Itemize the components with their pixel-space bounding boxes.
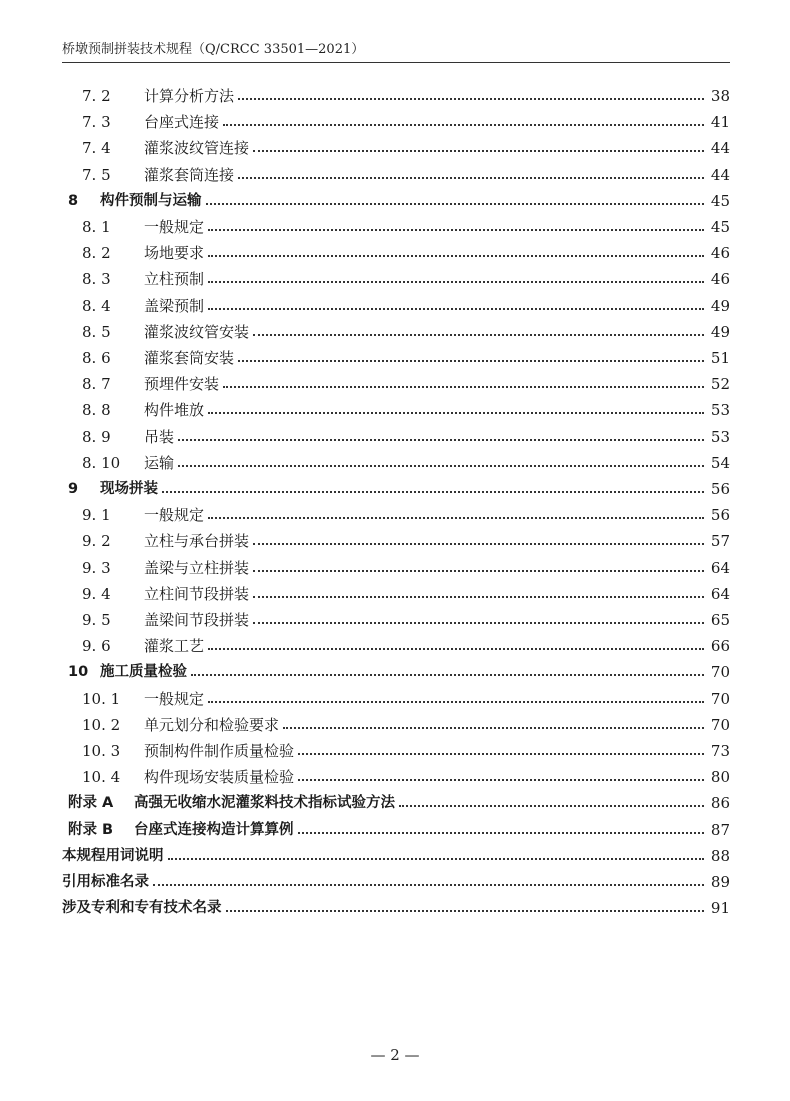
toc-entry-page: 57 [710,532,730,551]
toc-entry-title: 运输 [144,453,175,472]
toc-entry-number: 8. 10 [82,453,121,472]
running-header [62,40,730,63]
toc-dot-leader [208,308,704,310]
toc-entry-title: 盖梁预制 [144,296,205,315]
toc-entry-page: 38 [710,87,730,105]
toc-entry-title: 立柱与承台拼装 [144,532,250,551]
toc-entry-page: 44 [710,165,730,184]
toc-dot-leader [178,439,704,441]
toc-entry-number: 9. 5 [82,611,111,629]
toc-entry[interactable] [62,892,730,918]
toc-entry-number: 9. 2 [82,532,111,551]
toc-entry-number: 8. 7 [82,375,111,394]
toc-entry[interactable] [62,290,730,316]
toc-entry[interactable] [62,709,730,735]
toc-entry-number: 附录 A [68,795,114,812]
toc-entry-title: 场地要求 [144,244,205,263]
toc-dot-leader [223,124,704,126]
toc-dot-leader [208,701,704,703]
toc-dot-leader [191,674,704,676]
toc-dot-leader [253,543,704,545]
toc-entry-number: 7. 4 [82,139,111,158]
toc-entry[interactable] [62,394,730,420]
toc-dot-leader [253,334,704,336]
toc-entry[interactable] [62,185,730,211]
toc-dot-leader [298,779,704,781]
toc-dot-leader [208,229,704,231]
toc-dot-leader [298,832,705,834]
toc-entry-number: 10. 3 [82,742,121,760]
toc-entry-page: 53 [710,401,730,420]
toc-entry[interactable] [62,316,730,342]
toc-entry-number: 10 [68,664,89,681]
toc-entry[interactable] [62,237,730,263]
toc-entry-title: 预制构件制作质量检验 [144,742,295,760]
toc-entry-page: 49 [710,296,730,315]
toc-entry[interactable] [62,211,730,237]
toc-dot-leader [162,491,704,493]
toc-entry-number: 8. 1 [82,218,111,236]
toc-entry-title: 本规程用词说明 [62,847,164,864]
toc-entry[interactable] [62,761,730,787]
toc-dot-leader [226,910,705,912]
toc-entry-title: 盖梁与立柱拼装 [144,558,250,577]
toc-dot-leader [223,386,704,388]
toc-entry[interactable] [62,840,730,866]
toc-dot-leader [178,465,704,467]
toc-entry-title: 一般规定 [144,506,205,525]
toc-dot-leader [238,177,704,179]
toc-entry-number: 8. 9 [82,427,111,446]
toc-entry[interactable] [62,787,730,813]
toc-dot-leader [238,360,704,362]
toc-dot-leader [208,255,704,257]
toc-entry-number: 8. 3 [82,270,111,289]
toc-entry-title: 现场拼装 [100,481,158,497]
toc-entry-title: 一般规定 [144,218,205,236]
toc-entry-number: 8. 6 [82,349,111,367]
header-title: 桥墩预制拼装技术规程（Q/CRCC 33501—2021） [62,42,365,57]
toc-entry-number: 9. 1 [82,506,111,525]
toc-entry[interactable] [62,630,730,656]
toc-entry-title: 灌浆波纹管连接 [144,139,250,158]
toc-dot-leader [253,570,704,572]
toc-entry-title: 涉及专利和专有技术名录 [62,900,222,917]
toc-entry-number: 8. 2 [82,244,111,263]
toc-entry-title: 计算分析方法 [144,87,235,105]
toc-entry-page: 70 [710,715,730,734]
toc-entry[interactable] [62,578,730,604]
toc-entry[interactable] [62,656,730,682]
toc-entry-number: 10. 4 [82,768,121,787]
toc-entry-page: 89 [710,873,730,891]
toc-entry[interactable] [62,368,730,394]
toc-dot-leader [208,517,704,519]
toc-entry-title: 立柱间节段拼装 [144,584,250,603]
toc-entry-page: 80 [710,768,730,787]
toc-entry-page: 87 [710,820,730,839]
toc-dot-leader [298,753,704,755]
toc-dot-leader [253,150,704,152]
toc-entry[interactable] [62,735,730,761]
toc-dot-leader [206,203,705,205]
toc-entry-page: 66 [710,637,730,656]
toc-dot-leader [208,412,704,414]
toc-entry[interactable] [62,525,730,551]
toc-entry[interactable] [62,80,730,106]
toc-entry-title: 施工质量检验 [100,664,187,681]
toc-dot-leader [208,648,704,650]
toc-entry-page: 65 [710,611,730,629]
toc-entry-title: 立柱预制 [144,270,205,289]
toc-entry[interactable] [62,499,730,525]
toc-entry-page: 64 [710,584,730,603]
toc-entry-title: 灌浆波纹管安装 [144,322,250,341]
toc-entry-title: 灌浆工艺 [144,637,205,656]
toc-dot-leader [238,98,704,100]
page-number: — 2 — [370,1046,420,1064]
toc-entry-title: 灌浆套筒连接 [144,165,235,184]
toc-entry-page: 56 [710,506,730,525]
toc-entry-number: 8. 4 [82,296,111,315]
toc-entry-title: 构件堆放 [144,401,205,420]
toc-entry-number: 8. 5 [82,322,111,341]
toc-entry-page: 86 [710,794,730,813]
toc-entry-number: 9 [68,481,79,497]
toc-entry-number: 7. 5 [82,165,111,184]
toc-entry-title: 高强无收缩水泥灌浆料技术指标试验方法 [134,795,395,812]
toc-entry-page: 91 [710,899,730,918]
toc-entry[interactable] [62,342,730,368]
toc-entry-number: 8 [68,192,79,209]
toc-entry[interactable] [62,814,730,840]
toc-entry[interactable] [62,263,730,289]
toc-entry-page: 73 [710,742,730,760]
toc-entry[interactable] [62,473,730,499]
toc-dot-leader [399,805,704,807]
toc-entry-number: 8. 8 [82,401,111,420]
toc-entry-title: 单元划分和检验要求 [144,715,280,734]
toc-entry[interactable] [62,604,730,630]
toc-entry-number: 7. 2 [82,87,111,105]
toc-entry-number: 9. 3 [82,558,111,577]
toc-entry-page: 45 [710,218,730,236]
toc-entry-page: 44 [710,139,730,158]
toc-entry-page: 88 [710,846,730,865]
toc-entry-number: 9. 4 [82,584,111,603]
toc-entry-page: 41 [710,113,730,132]
toc-entry-title: 台座式连接 [144,113,220,132]
toc-entry[interactable] [62,421,730,447]
toc-entry-page: 52 [710,375,730,394]
toc-entry-title: 构件预制与运输 [100,192,202,209]
toc-entry-number: 附录 B [68,821,114,838]
toc-entry-page: 56 [710,480,730,498]
toc-entry[interactable] [62,683,730,709]
toc-entry-title: 台座式连接构造计算算例 [134,821,294,838]
toc-entry-title: 盖梁间节段拼装 [144,611,250,629]
toc-dot-leader [208,281,704,283]
toc-dot-leader [168,858,705,860]
toc-entry-title: 构件现场安装质量检验 [144,768,295,787]
toc-entry-page: 49 [710,322,730,341]
toc-dot-leader [253,622,704,624]
toc-entry-title: 预埋件安装 [144,375,220,394]
toc-dot-leader [253,596,704,598]
toc-entry[interactable] [62,447,730,473]
toc-entry[interactable] [62,866,730,892]
toc-entry-number: 10. 2 [82,715,121,734]
toc-entry[interactable] [62,552,730,578]
toc-entry-title: 吊装 [144,427,175,446]
toc-entry-page: 46 [710,244,730,263]
toc-entry-title: 一般规定 [144,689,205,708]
toc-entry-page: 51 [710,349,730,367]
toc-entry-page: 70 [710,663,730,682]
toc-entry[interactable] [62,159,730,185]
toc-entry-title: 灌浆套筒安装 [144,349,235,367]
toc-entry-number: 9. 6 [82,637,111,656]
toc-entry-title: 引用标准名录 [62,874,149,890]
toc-dot-leader [153,884,704,886]
toc-entry-page: 54 [710,453,730,472]
toc-entry-page: 45 [710,191,730,210]
toc-entry[interactable] [62,132,730,158]
toc-entry-page: 64 [710,558,730,577]
toc-dot-leader [283,727,704,729]
toc-entry-number: 7. 3 [82,113,111,132]
toc-entry-page: 46 [710,270,730,289]
toc-entry[interactable] [62,106,730,132]
toc-entry-number: 10. 1 [82,689,121,708]
toc-entry-page: 53 [710,427,730,446]
toc-entry-page: 70 [710,689,730,708]
